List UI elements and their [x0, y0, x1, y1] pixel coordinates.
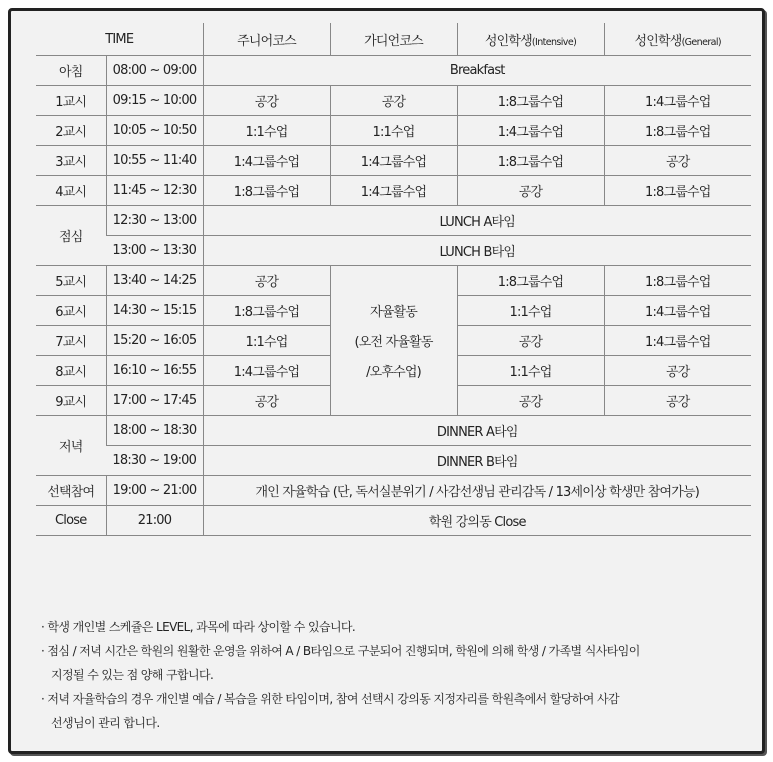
- period-cell: 점심: [36, 206, 106, 266]
- time-cell: 08:00 ~ 09:00: [106, 56, 203, 86]
- time-cell: 10:05 ~ 10:50: [106, 116, 203, 146]
- table-row: [36, 146, 751, 176]
- time-cell: 18:00 ~ 18:30: [106, 416, 203, 446]
- time-cell: 15:20 ~ 16:05: [106, 326, 203, 356]
- activity-cell: 개인 자율학습 (단, 독서실분위기 / 사감선생님 관리감독 / 13세이상 학생만 참여가능): [203, 476, 751, 506]
- guardian-cell: (오전 자율활동: [330, 326, 457, 356]
- table-row: [36, 356, 751, 386]
- time-cell: 19:00 ~ 21:00: [106, 476, 203, 506]
- period-cell: 3교시: [36, 146, 106, 176]
- table-row: [36, 176, 751, 206]
- table-row: [36, 476, 751, 506]
- period-cell: 저녁: [36, 416, 106, 476]
- table-row: [36, 386, 751, 416]
- time-cell: 16:10 ~ 16:55: [106, 356, 203, 386]
- table-row: [36, 86, 751, 116]
- intensive-cell: 1:8그룹수업: [457, 146, 604, 176]
- intensive-cell: 공강: [457, 386, 604, 416]
- junior-cell: 공강: [203, 266, 330, 296]
- period-cell: 선택참여: [36, 476, 106, 506]
- table-row: [36, 416, 751, 446]
- period-cell: 2교시: [36, 116, 106, 146]
- period-cell: 9교시: [36, 386, 106, 416]
- time-cell: 13:00 ~ 13:30: [106, 236, 203, 266]
- guardian-cell: 1:1수업: [330, 116, 457, 146]
- time-cell: 17:00 ~ 17:45: [106, 386, 203, 416]
- header-guardian: 가디언코스: [330, 23, 457, 56]
- junior-cell: 1:8그룹수업: [203, 176, 330, 206]
- table-row: [36, 326, 751, 356]
- general-cell: 공강: [604, 386, 751, 416]
- period-cell: 1교시: [36, 86, 106, 116]
- time-cell: 10:55 ~ 11:40: [106, 146, 203, 176]
- table-row: [36, 206, 751, 236]
- table-row: [36, 236, 751, 266]
- general-cell: 1:8그룹수업: [604, 266, 751, 296]
- header-adult-general: 성인학생(General): [604, 23, 751, 56]
- junior-cell: 1:4그룹수업: [203, 146, 330, 176]
- intensive-cell: 공강: [457, 176, 604, 206]
- intensive-cell: 1:8그룹수업: [457, 86, 604, 116]
- general-cell: 1:8그룹수업: [604, 116, 751, 146]
- general-cell: 공강: [604, 146, 751, 176]
- intensive-cell: 1:4그룹수업: [457, 116, 604, 146]
- note-2-cont: 지정될 수 있는 점 양해 구합니다.: [51, 668, 214, 682]
- time-cell: 13:40 ~ 14:25: [106, 266, 203, 296]
- time-cell: 21:00: [106, 506, 203, 536]
- period-cell: 아침: [36, 56, 106, 86]
- activity-cell: LUNCH B타임: [203, 236, 751, 266]
- guardian-cell: 1:4그룹수업: [330, 146, 457, 176]
- timetable: [36, 23, 751, 536]
- header-time: TIME: [36, 23, 203, 56]
- period-cell: 7교시: [36, 326, 106, 356]
- intensive-cell: 1:1수업: [457, 296, 604, 326]
- table-row: [36, 296, 751, 326]
- intensive-cell: 1:8그룹수업: [457, 266, 604, 296]
- note-3: · 저녁 자율학습의 경우 개인별 예습 / 복습을 위한 타임이며, 참여 선택시 강의동 지정자리를 학원측에서 할당하여 사감: [41, 692, 619, 706]
- activity-cell: LUNCH A타임: [203, 206, 751, 236]
- guardian-cell: [330, 266, 457, 296]
- time-cell: 12:30 ~ 13:00: [106, 206, 203, 236]
- schedule-frame: [8, 8, 765, 754]
- guardian-cell: 자율활동: [330, 296, 457, 326]
- period-cell: 5교시: [36, 266, 106, 296]
- period-cell: 4교시: [36, 176, 106, 206]
- activity-cell: DINNER A타임: [203, 416, 751, 446]
- header-junior: 주니어코스: [203, 23, 330, 56]
- period-cell: 6교시: [36, 296, 106, 326]
- guardian-cell: 1:4그룹수업: [330, 176, 457, 206]
- notes: [41, 615, 741, 735]
- general-cell: 1:4그룹수업: [604, 296, 751, 326]
- activity-cell: Breakfast: [203, 56, 751, 86]
- table-row: [36, 56, 751, 86]
- time-cell: 18:30 ~ 19:00: [106, 446, 203, 476]
- junior-cell: 1:1수업: [203, 326, 330, 356]
- general-cell: 1:4그룹수업: [604, 326, 751, 356]
- intensive-cell: 공강: [457, 326, 604, 356]
- general-cell: 1:8그룹수업: [604, 176, 751, 206]
- junior-cell: 공강: [203, 86, 330, 116]
- general-cell: 1:4그룹수업: [604, 86, 751, 116]
- guardian-cell: 공강: [330, 86, 457, 116]
- period-cell: 8교시: [36, 356, 106, 386]
- header-adult-intensive: 성인학생(Intensive): [457, 23, 604, 56]
- table-row: [36, 266, 751, 296]
- time-cell: 14:30 ~ 15:15: [106, 296, 203, 326]
- note-3-cont: 선생님이 관리 합니다.: [51, 716, 160, 730]
- table-row: [36, 116, 751, 146]
- activity-cell: 학원 강의동 Close: [203, 506, 751, 536]
- general-cell: 공강: [604, 356, 751, 386]
- junior-cell: 1:4그룹수업: [203, 356, 330, 386]
- table-row: [36, 506, 751, 536]
- guardian-cell: /오후수업): [330, 356, 457, 386]
- note-2: · 점심 / 저녁 시간은 학원의 원활한 운영을 위하여 A / B타임으로 구분되어 진행되며, 학원에 의해 학생 / 가족별 식사타임이: [41, 644, 640, 658]
- header-row: [36, 23, 751, 56]
- intensive-cell: 1:1수업: [457, 356, 604, 386]
- junior-cell: 공강: [203, 386, 330, 416]
- junior-cell: 1:8그룹수업: [203, 296, 330, 326]
- period-cell: Close: [36, 506, 106, 536]
- table-row: [36, 446, 751, 476]
- guardian-cell: [330, 386, 457, 416]
- time-cell: 09:15 ~ 10:00: [106, 86, 203, 116]
- time-cell: 11:45 ~ 12:30: [106, 176, 203, 206]
- note-1: · 학생 개인별 스케쥴은 LEVEL, 과목에 따라 상이할 수 있습니다.: [41, 620, 356, 634]
- junior-cell: 1:1수업: [203, 116, 330, 146]
- activity-cell: DINNER B타임: [203, 446, 751, 476]
